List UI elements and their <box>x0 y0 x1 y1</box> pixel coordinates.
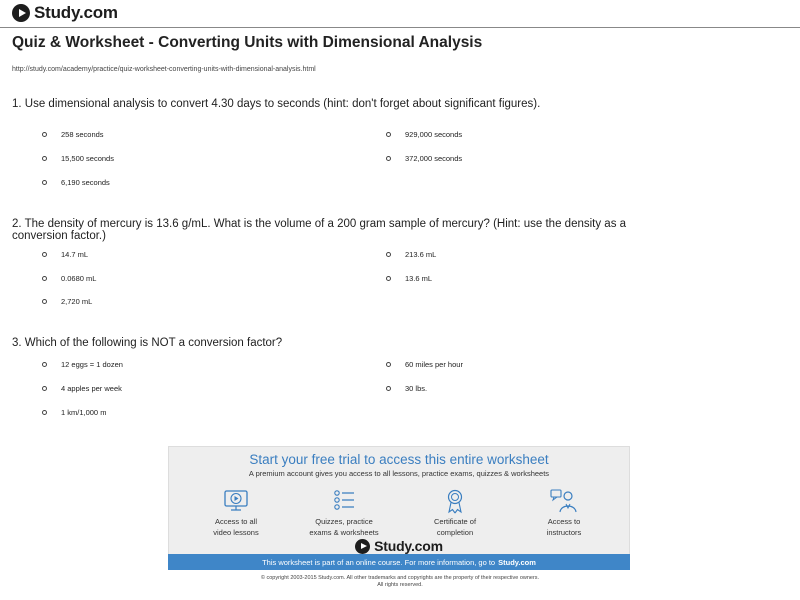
radio-icon[interactable] <box>386 252 391 257</box>
logo-text: Study.com <box>374 538 443 554</box>
option-label: 12 eggs = 1 dozen <box>61 360 123 369</box>
option-label: 0.0680 mL <box>61 274 97 283</box>
radio-icon[interactable] <box>386 386 391 391</box>
feature-label: Access to all <box>214 517 258 526</box>
question-3-option-2[interactable] <box>386 360 463 369</box>
copyright-line: All rights reserved. <box>377 582 423 588</box>
question-2-option-2[interactable] <box>386 250 436 259</box>
play-circle-icon <box>12 4 30 22</box>
option-label: 258 seconds <box>61 130 104 139</box>
option-label: 1 km/1,000 m <box>61 408 107 417</box>
feature-label: Certificate of <box>433 517 477 526</box>
question-1-option-4[interactable] <box>386 154 462 163</box>
instructor-icon <box>548 487 580 515</box>
question-1-option-2[interactable] <box>386 130 462 139</box>
option-label: 14.7 mL <box>61 250 89 259</box>
option-label: 2,720 mL <box>61 297 93 306</box>
feature-quizzes <box>299 487 389 537</box>
radio-icon[interactable] <box>386 156 391 161</box>
copyright-notice <box>0 575 800 589</box>
checklist-icon <box>328 487 360 515</box>
question-3-option-4[interactable] <box>386 384 427 393</box>
radio-icon[interactable] <box>42 386 47 391</box>
feature-label: exams & worksheets <box>309 528 379 537</box>
copyright-line: © copyright 2003-2015 Study.com. All other trademarks and copyrights are the property of their respective owners. <box>260 575 540 581</box>
question-2-option-5[interactable] <box>42 297 92 306</box>
certificate-icon <box>439 487 471 515</box>
option-label: 4 apples per week <box>61 384 122 393</box>
question-2-option-4[interactable] <box>386 274 432 283</box>
option-label: 929,000 seconds <box>405 130 463 139</box>
radio-icon[interactable] <box>42 156 47 161</box>
option-label: 60 miles per hour <box>405 360 463 369</box>
radio-icon[interactable] <box>386 132 391 137</box>
promo-headline[interactable]: Start your free trial to access this entire worksheet <box>249 452 549 467</box>
option-label: 213.6 mL <box>405 250 437 259</box>
question-1-option-5[interactable] <box>42 178 110 187</box>
option-label: 6,190 seconds <box>61 178 110 187</box>
question-1-option-3[interactable] <box>42 154 114 163</box>
feature-label: instructors <box>546 528 582 537</box>
feature-label: video lessons <box>213 528 259 537</box>
question-1-text: 1. Use dimensional analysis to convert 4.30 days to seconds (hint: don't forget about significant figures). <box>12 98 541 110</box>
promo-footer-text: This worksheet is part of an online course. For more information, go to <box>262 557 496 567</box>
question-3-text: 3. Which of the following is NOT a conversion factor? <box>12 337 283 349</box>
radio-icon[interactable] <box>42 180 47 185</box>
feature-certificate <box>410 487 500 537</box>
page-title: Quiz & Worksheet - Converting Units with Dimensional Analysis <box>12 34 483 51</box>
free-trial-promo <box>168 446 630 570</box>
question-1-option-1[interactable] <box>42 130 104 139</box>
page-header <box>0 0 800 28</box>
question-3-option-5[interactable] <box>42 408 106 417</box>
question-3-option-1[interactable] <box>42 360 123 369</box>
option-label: 30 lbs. <box>405 384 428 393</box>
promo-subline: A premium account gives you access to all lessons, practice exams, quizzes & worksheets <box>248 469 550 478</box>
radio-icon[interactable] <box>386 276 391 281</box>
question-2-option-1[interactable] <box>42 250 88 259</box>
header-divider <box>0 27 800 28</box>
radio-icon[interactable] <box>42 252 47 257</box>
question-3-option-3[interactable] <box>42 384 122 393</box>
feature-instructors <box>519 487 609 537</box>
radio-icon[interactable] <box>42 410 47 415</box>
question-2-option-3[interactable] <box>42 274 96 283</box>
question-2-text: 2. The density of mercury is 13.6 g/mL. What is the volume of a 200 gram sample of mercury? (Hint: use the density as a conversion factor.) <box>12 218 627 242</box>
radio-icon[interactable] <box>42 299 47 304</box>
radio-icon[interactable] <box>42 276 47 281</box>
feature-video-lessons <box>191 487 281 537</box>
feature-label: completion <box>436 528 474 537</box>
feature-label: Access to <box>547 517 581 526</box>
video-icon <box>220 487 252 515</box>
option-label: 15,500 seconds <box>61 154 114 163</box>
feature-label: Quizzes, practice <box>315 517 373 526</box>
study-logo[interactable] <box>12 3 118 23</box>
logo-text: Study.com <box>34 3 118 22</box>
play-circle-icon <box>355 539 370 554</box>
radio-icon[interactable] <box>42 362 47 367</box>
radio-icon[interactable] <box>386 362 391 367</box>
promo-study-logo[interactable] <box>169 538 629 554</box>
option-label: 372,000 seconds <box>405 154 463 163</box>
promo-footer-bar <box>168 554 630 570</box>
study-link[interactable]: Study.com <box>498 557 536 567</box>
page-url: http://study.com/academy/practice/quiz-worksheet-converting-units-with-dimensional-analysis.html <box>12 66 316 73</box>
radio-icon[interactable] <box>42 132 47 137</box>
option-label: 13.6 mL <box>405 274 433 283</box>
